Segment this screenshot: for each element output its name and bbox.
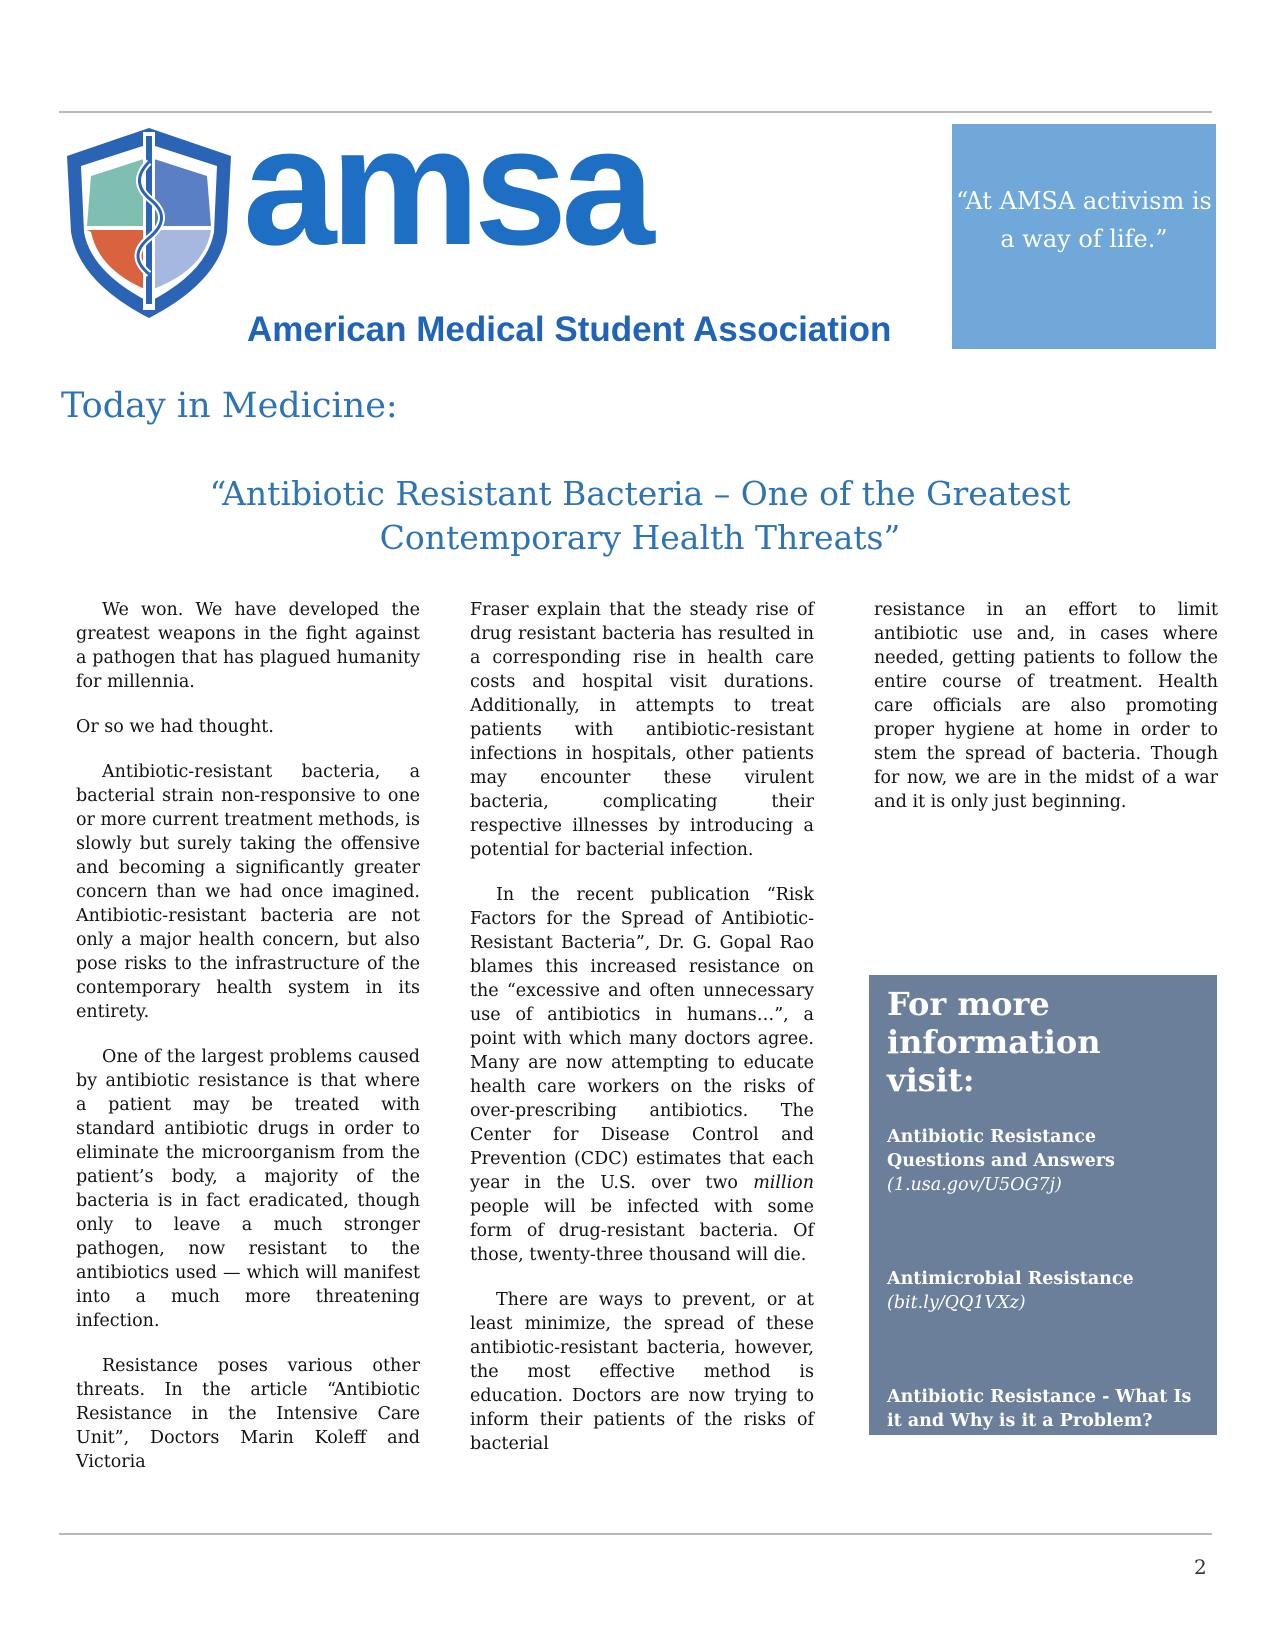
article-column-1 <box>76 598 420 1495</box>
paragraph-cdc <box>470 883 814 1267</box>
emphasis-million: million <box>753 1173 814 1193</box>
info-link-1[interactable] <box>887 1125 1199 1197</box>
amsa-shield-logo-icon <box>59 122 239 322</box>
more-info-box <box>869 975 1217 1455</box>
paragraph-text: In the recent publication “Risk Factors for the Spread of Antibiotic-Resistant Bacteria”, Dr. G. Gopal Rao blames this increased resistance on the “excessive and often unnecessary use of antibiotics in humans…”, a point with which many doctors agree. Many are now attempting to educate health care workers on the risks of over-prescribing antibiotics. The Center for Disease Control and Prevention (CDC) estimates that each year in the U.S. over two <box>470 885 814 1193</box>
page-number: 2 <box>1194 1555 1207 1579</box>
info-link-3[interactable] <box>887 1385 1199 1457</box>
paragraph: Antibiotic-resistant bacteria, a bacterial strain non-responsive to one or more current treatment methods, is slowly but surely taking the offensive and becoming a significantly greater concern than we had once imagined. Antibiotic-resistant bacteria are not only a major health concern, but also pose risks to the infrastructure of the contemporary health system in its entirety. <box>76 762 420 1022</box>
paragraph: There are ways to prevent, or at least minimize, the spread of these antibiotic-resistant bacteria, however, the most effective method is education. Doctors are now trying to inform their patients of the risks of bacterial <box>470 1290 814 1454</box>
info-link-url[interactable]: (bit.ly/QQ1VXz) <box>887 1293 1026 1313</box>
info-heading: For more information visit: <box>887 985 1101 1099</box>
quote-text: “At AMSA activism is a way of life.” <box>956 187 1212 253</box>
paragraph-text: people will be infected with some form of drug-resistant bacteria. Of those, twenty-three thousand will die. <box>470 1197 814 1265</box>
paragraph: One of the largest problems caused by antibiotic resistance is that where a patient may be treated with standard antibiotic drugs in order to eliminate the microorganism from the patient’s body, a majority of the bacteria is in fact eradicated, though only to leave a much stronger pathogen, now resistant to the antibiotics used — which will manifest into a much more threatening infection. <box>76 1047 420 1331</box>
info-link-title[interactable]: Antimicrobial Resistance <box>887 1269 1134 1289</box>
org-name: American Medical Student Association <box>247 310 892 349</box>
info-link-url[interactable]: (bit.ly/1ryYmWg) <box>887 1435 1039 1455</box>
amsa-wordmark: amsa <box>243 92 649 280</box>
section-title: Today in Medicine: <box>61 386 398 426</box>
bottom-divider <box>59 1533 1212 1535</box>
masthead <box>59 92 939 350</box>
paragraph: resistance in an effort to limit antibiotic use and, in cases where needed, getting patients to follow the entire course of treatment. Health care officials are also promoting proper hygiene at home in order to stem the spread of bacteria. Though for now, we are in the midst of a war and it is only just beginning. <box>874 600 1218 812</box>
article-column-2 <box>470 598 814 1477</box>
article-column-3 <box>874 598 1218 835</box>
paragraph: Fraser explain that the steady rise of drug resistant bacteria has resulted in a corresponding rise in health care costs and hospital visit durations. Additionally, in attempts to treat patients with antibiotic-resistant infections in hospitals, other patients may encounter these virulent bacteria, complicating their respective illnesses by introducing a potential for bacterial infection. <box>470 600 814 860</box>
info-link-title[interactable]: Antibiotic Resistance - What Is it and Why is it a Problem? <box>887 1387 1192 1431</box>
paragraph: Or so we had thought. <box>76 717 274 737</box>
article-title: “Antibiotic Resistant Bacteria – One of the Greatest Contemporary Health Threats” <box>209 474 1071 557</box>
quote-box <box>952 124 1216 349</box>
info-link-url[interactable]: (1.usa.gov/U5OG7j) <box>887 1175 1062 1195</box>
info-link-2[interactable] <box>887 1267 1199 1315</box>
paragraph: We won. We have developed the greatest weapons in the fight against a pathogen that has plagued humanity for millennia. <box>76 600 420 692</box>
info-link-title[interactable]: Antibiotic Resistance Questions and Answers <box>887 1127 1115 1171</box>
paragraph: Resistance poses various other threats. In the article “Antibiotic Resistance in the Intensive Care Unit”, Doctors Marin Koleff and Victoria <box>76 1356 420 1472</box>
